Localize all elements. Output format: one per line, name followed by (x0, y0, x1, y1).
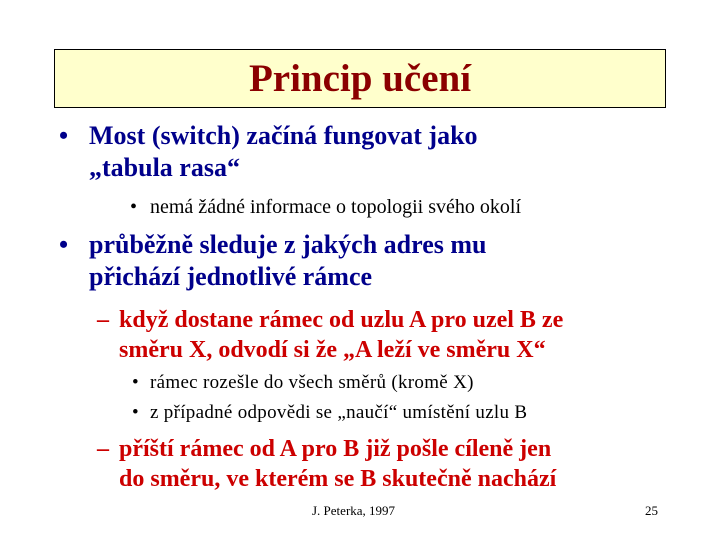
bullet-marker: • (59, 121, 69, 150)
bullet-line: rámec rozešle do všech směrů (kromě X) (150, 372, 474, 393)
dash-marker: – (97, 307, 109, 333)
bullet-line: nemá žádné informace o topologii svého okolí (150, 196, 522, 218)
bullet-line: „tabula rasa“ (89, 153, 240, 182)
slide-title-box (54, 49, 666, 108)
bullet-marker: • (132, 402, 139, 423)
sub-bullet-item (130, 194, 522, 220)
footer-author: J. Peterka, 1997 (312, 503, 396, 518)
dash-item (97, 434, 557, 494)
bullet-item (59, 229, 487, 293)
bullet-line: z případné odpovědi se „naučí“ umístění uzlu B (150, 402, 528, 423)
slide-title: Princip učení (248, 57, 472, 100)
bullet-line: průběžně sleduje z jakých adres mu (89, 230, 487, 259)
dash-line: příští rámec od A pro B již pošle cíleně jen (119, 436, 552, 462)
dash-line: do směru, ve kterém se B skutečně nachází (119, 466, 557, 492)
dash-marker: – (97, 436, 109, 462)
bullet-marker: • (59, 230, 69, 259)
bullet-marker: • (130, 196, 138, 218)
bullet-item (59, 120, 478, 184)
dash-line: směru X, odvodí si že „A leží ve směru X“ (119, 337, 546, 363)
sub-bullet-item (132, 400, 528, 426)
dash-line: když dostane rámec od uzlu A pro uzel B ze (119, 307, 564, 333)
page-number: 25 (645, 503, 658, 518)
bullet-marker: • (132, 372, 139, 393)
bullet-line: Most (switch) začíná fungovat jako (89, 121, 478, 150)
bullet-line: přichází jednotlivé rámce (89, 262, 373, 291)
dash-item (97, 305, 564, 365)
sub-bullet-item (132, 370, 474, 396)
